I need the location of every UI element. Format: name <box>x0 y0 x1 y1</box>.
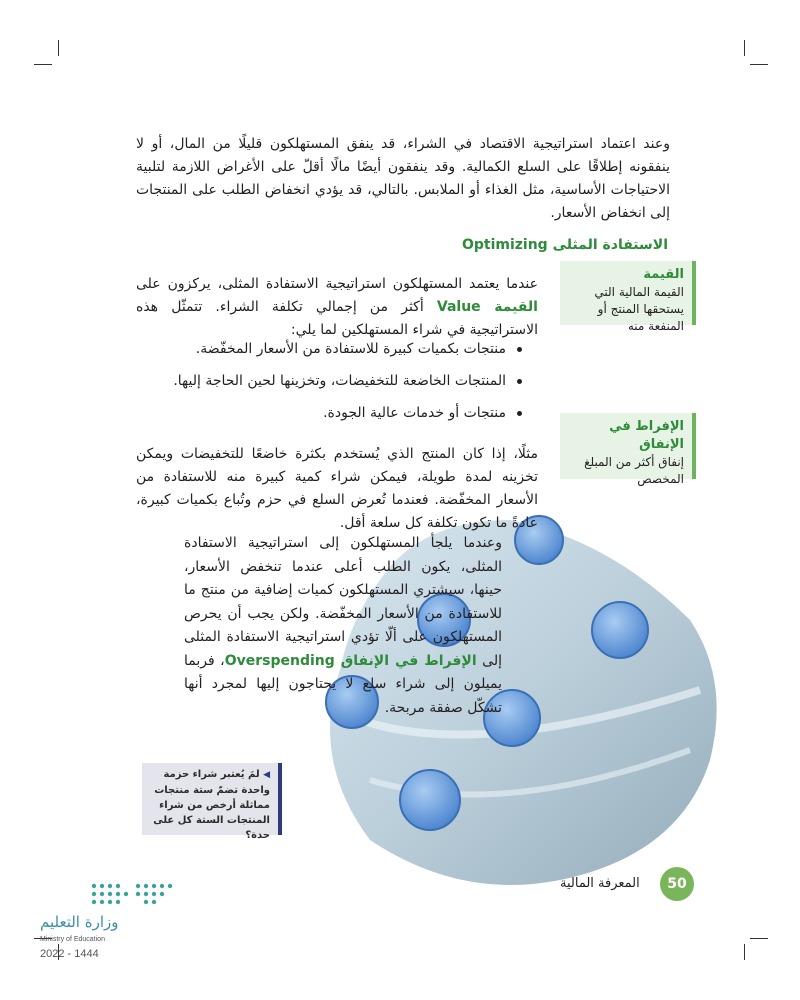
crop-mark <box>744 40 745 56</box>
footer-book-title: المعرفة المالية <box>560 876 640 891</box>
overspending-paragraph <box>184 532 502 720</box>
ministry-name-arabic: وزارة التعليم <box>40 913 119 931</box>
crop-mark <box>58 40 59 56</box>
edition-year: 2022 - 1444 <box>40 948 99 960</box>
glossary-definition: إنفاق أكثر من المبلغ المخصص <box>584 455 684 486</box>
paragraph-text: عندما يعتمد المستهلكون استراتيجية الاستفادة المثلى، يركزون على <box>136 276 538 292</box>
list-item: منتجات بكميات كبيرة للاستفادة من الأسعار المخفّضة. <box>160 338 522 370</box>
ministry-name-english: Ministry of Education <box>40 936 105 943</box>
paragraph-text: ، فربما يميلون إلى شراء سلع لا يحتاجون إليها لمجرد أنها تشكّل صفقة مربحة. <box>184 652 502 716</box>
caption-text: لمَ يُعتبر شراء حزمة واحدة تضمّ ستة منتجات مماثلة أرخص من شراء المنتجات الستة كل على حدة؟ <box>153 769 270 841</box>
crop-mark <box>750 64 768 65</box>
pointer-triangle-icon: ◀ <box>263 770 270 780</box>
glossary-definition: القيمة المالية التي يستحقها المنتج أو المنفعة منه <box>594 285 684 333</box>
list-item: المنتجات الخاضعة للتخفيضات، وتخزينها لحين الحاجة إليها. <box>160 370 522 402</box>
optimizing-paragraph <box>136 273 538 342</box>
paragraph-text: أكثر من إجمالي تكلفة الشراء. تتمثّل هذه الاستراتيجية في شراء المستهلكين لما يلي: <box>136 299 538 338</box>
list-item: منتجات أو خدمات عالية الجودة. <box>160 402 522 434</box>
section-heading: الاستفادة المثلى Optimizing <box>461 237 668 253</box>
glossary-term: الإفراط في الإنفاق <box>609 419 684 452</box>
strategy-list <box>160 338 522 434</box>
crop-mark <box>750 938 768 939</box>
glossary-box-value <box>560 261 696 333</box>
example-paragraph: مثلًا، إذا كان المنتج الذي يُستخدم بكثرة خاضعًا للتخفيضات ويمكن تخزينه لمدة طويلة، فيمكن شراء كمية كبيرة منه للاستفادة من الأسعار المخفّضة. فعندما تُعرض السلع في حزم وتُباع بكميات كبيرة، عادةً ما تكون تكلفة كل سلعة أقل. <box>136 446 538 531</box>
glossary-term: القيمة <box>643 267 684 282</box>
intro-paragraph: وعند اعتماد استراتيجية الاقتصاد في الشراء، قد ينفق المستهلكون قليلًا من المال، أو لا ينفقونه إطلاقًا على السلع الكمالية. وقد ينفقون أيضًا مالًا أقلّ على الأغراض اللازمة لتلبية الاحتياجات الأساسية، مثل الغذاء أو الملابس. بالتالي، قد يؤدي انخفاض الطلب على المنتجات إلى انخفاض الأسعار. <box>136 136 670 221</box>
paragraph-text: وعندما يلجأ المستهلكون إلى استراتيجية الاستفادة المثلى، يكون الطلب أعلى عندما تنخفض الأسعار، حينها، سيشتري المستهلكون كميات إضافية من منتج ما للاستفادة من الأسعار المخفّضة. ولكن يجب أن يحرص المستهلكون على ألّا تؤدي استراتيجية الاستفادة المثلى إلى <box>184 535 502 669</box>
ministry-logo-icon <box>90 882 174 908</box>
page-number: 50 <box>660 867 694 901</box>
key-term-overspending: الإفراط في الإنفاق Overspending <box>224 652 477 669</box>
glossary-box-overspending <box>560 413 696 486</box>
image-caption-question <box>142 763 282 841</box>
crop-mark <box>744 944 745 960</box>
key-term-value: القيمة Value <box>436 299 538 315</box>
crop-mark <box>34 64 52 65</box>
